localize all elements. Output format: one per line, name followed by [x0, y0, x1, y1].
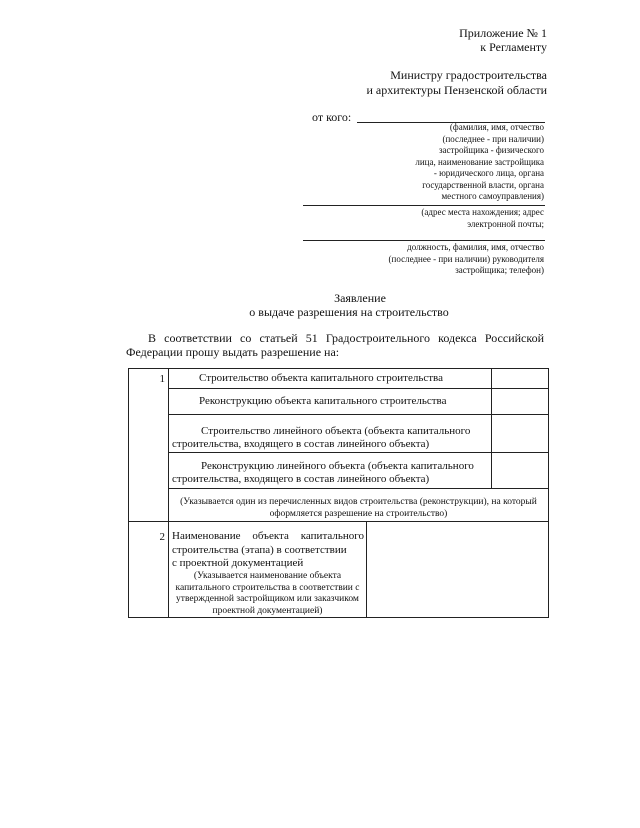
address-fill-line [303, 205, 545, 206]
option-capital-reconstruction-checkbox[interactable] [491, 388, 549, 415]
option-capital-construction-checkbox[interactable] [491, 368, 549, 389]
addressee-line-1: Министру градостроительства [390, 68, 547, 82]
from-label: от кого: [312, 110, 352, 124]
row-2-title-cell [168, 521, 367, 618]
from-hint: (фамилия, имя, отчество (последнее - при наличии) застройщика - физического лица, наименование застройщика - юридического лица, органа государственной власти, органа местного самоуправления) [415, 122, 544, 201]
document-subtitle: о выдаче разрешения на строительство [249, 305, 449, 319]
row-1-note-text: (Указывается один из перечисленных видов строительства (реконструкции), на который оформляется разрешение на строительство) [180, 497, 537, 519]
option-capital-construction: Строительство объекта капитального строительства [168, 368, 492, 389]
row-2-number-cell [128, 521, 169, 618]
address-hint: (адрес места нахождения; адрес электронной почты; [421, 207, 544, 229]
option-capital-reconstruction: Реконструкцию объекта капитального строительства [168, 388, 492, 415]
intro-line-1: В соответствии со статьей 51 Градостроительного кодекса Российской [148, 331, 544, 345]
row-1-number: 1 [159, 373, 165, 385]
row-2-title: Наименование объекта капитального строительства (этапа) в соответствии с проектной документацией [172, 530, 364, 569]
appendix-number: Приложение № 1 [459, 26, 547, 40]
object-name-input[interactable] [366, 521, 549, 618]
row-1-note [168, 488, 549, 522]
position-fill-line [303, 240, 545, 241]
row-1-number-cell [128, 368, 169, 522]
option-linear-reconstruction-checkbox[interactable] [491, 452, 549, 489]
option-linear-construction: Строительство линейного объекта (объекта капитального строительства, входящего в состав линейного объекта) [168, 414, 492, 453]
appendix-reference: к Регламенту [480, 40, 547, 54]
addressee-line-2: и архитектуры Пензенской области [366, 83, 547, 97]
option-linear-reconstruction: Реконструкцию линейного объекта (объекта капитального строительства, входящего в состав линейного объекта) [168, 452, 492, 489]
position-hint: должность, фамилия, имя, отчество (последнее - при наличии) руководителя застройщика; телефон) [388, 242, 544, 275]
option-linear-construction-checkbox[interactable] [491, 414, 549, 453]
document-title: Заявление [334, 291, 386, 305]
row-2-note: (Указывается наименование объекта капитального строительства в соответствии с утвержденной застройщиком или заказчиком проектной документацией) [175, 571, 360, 616]
intro-line-2: Федерации прошу выдать разрешение на: [126, 345, 340, 359]
row-2-number: 2 [159, 531, 165, 543]
